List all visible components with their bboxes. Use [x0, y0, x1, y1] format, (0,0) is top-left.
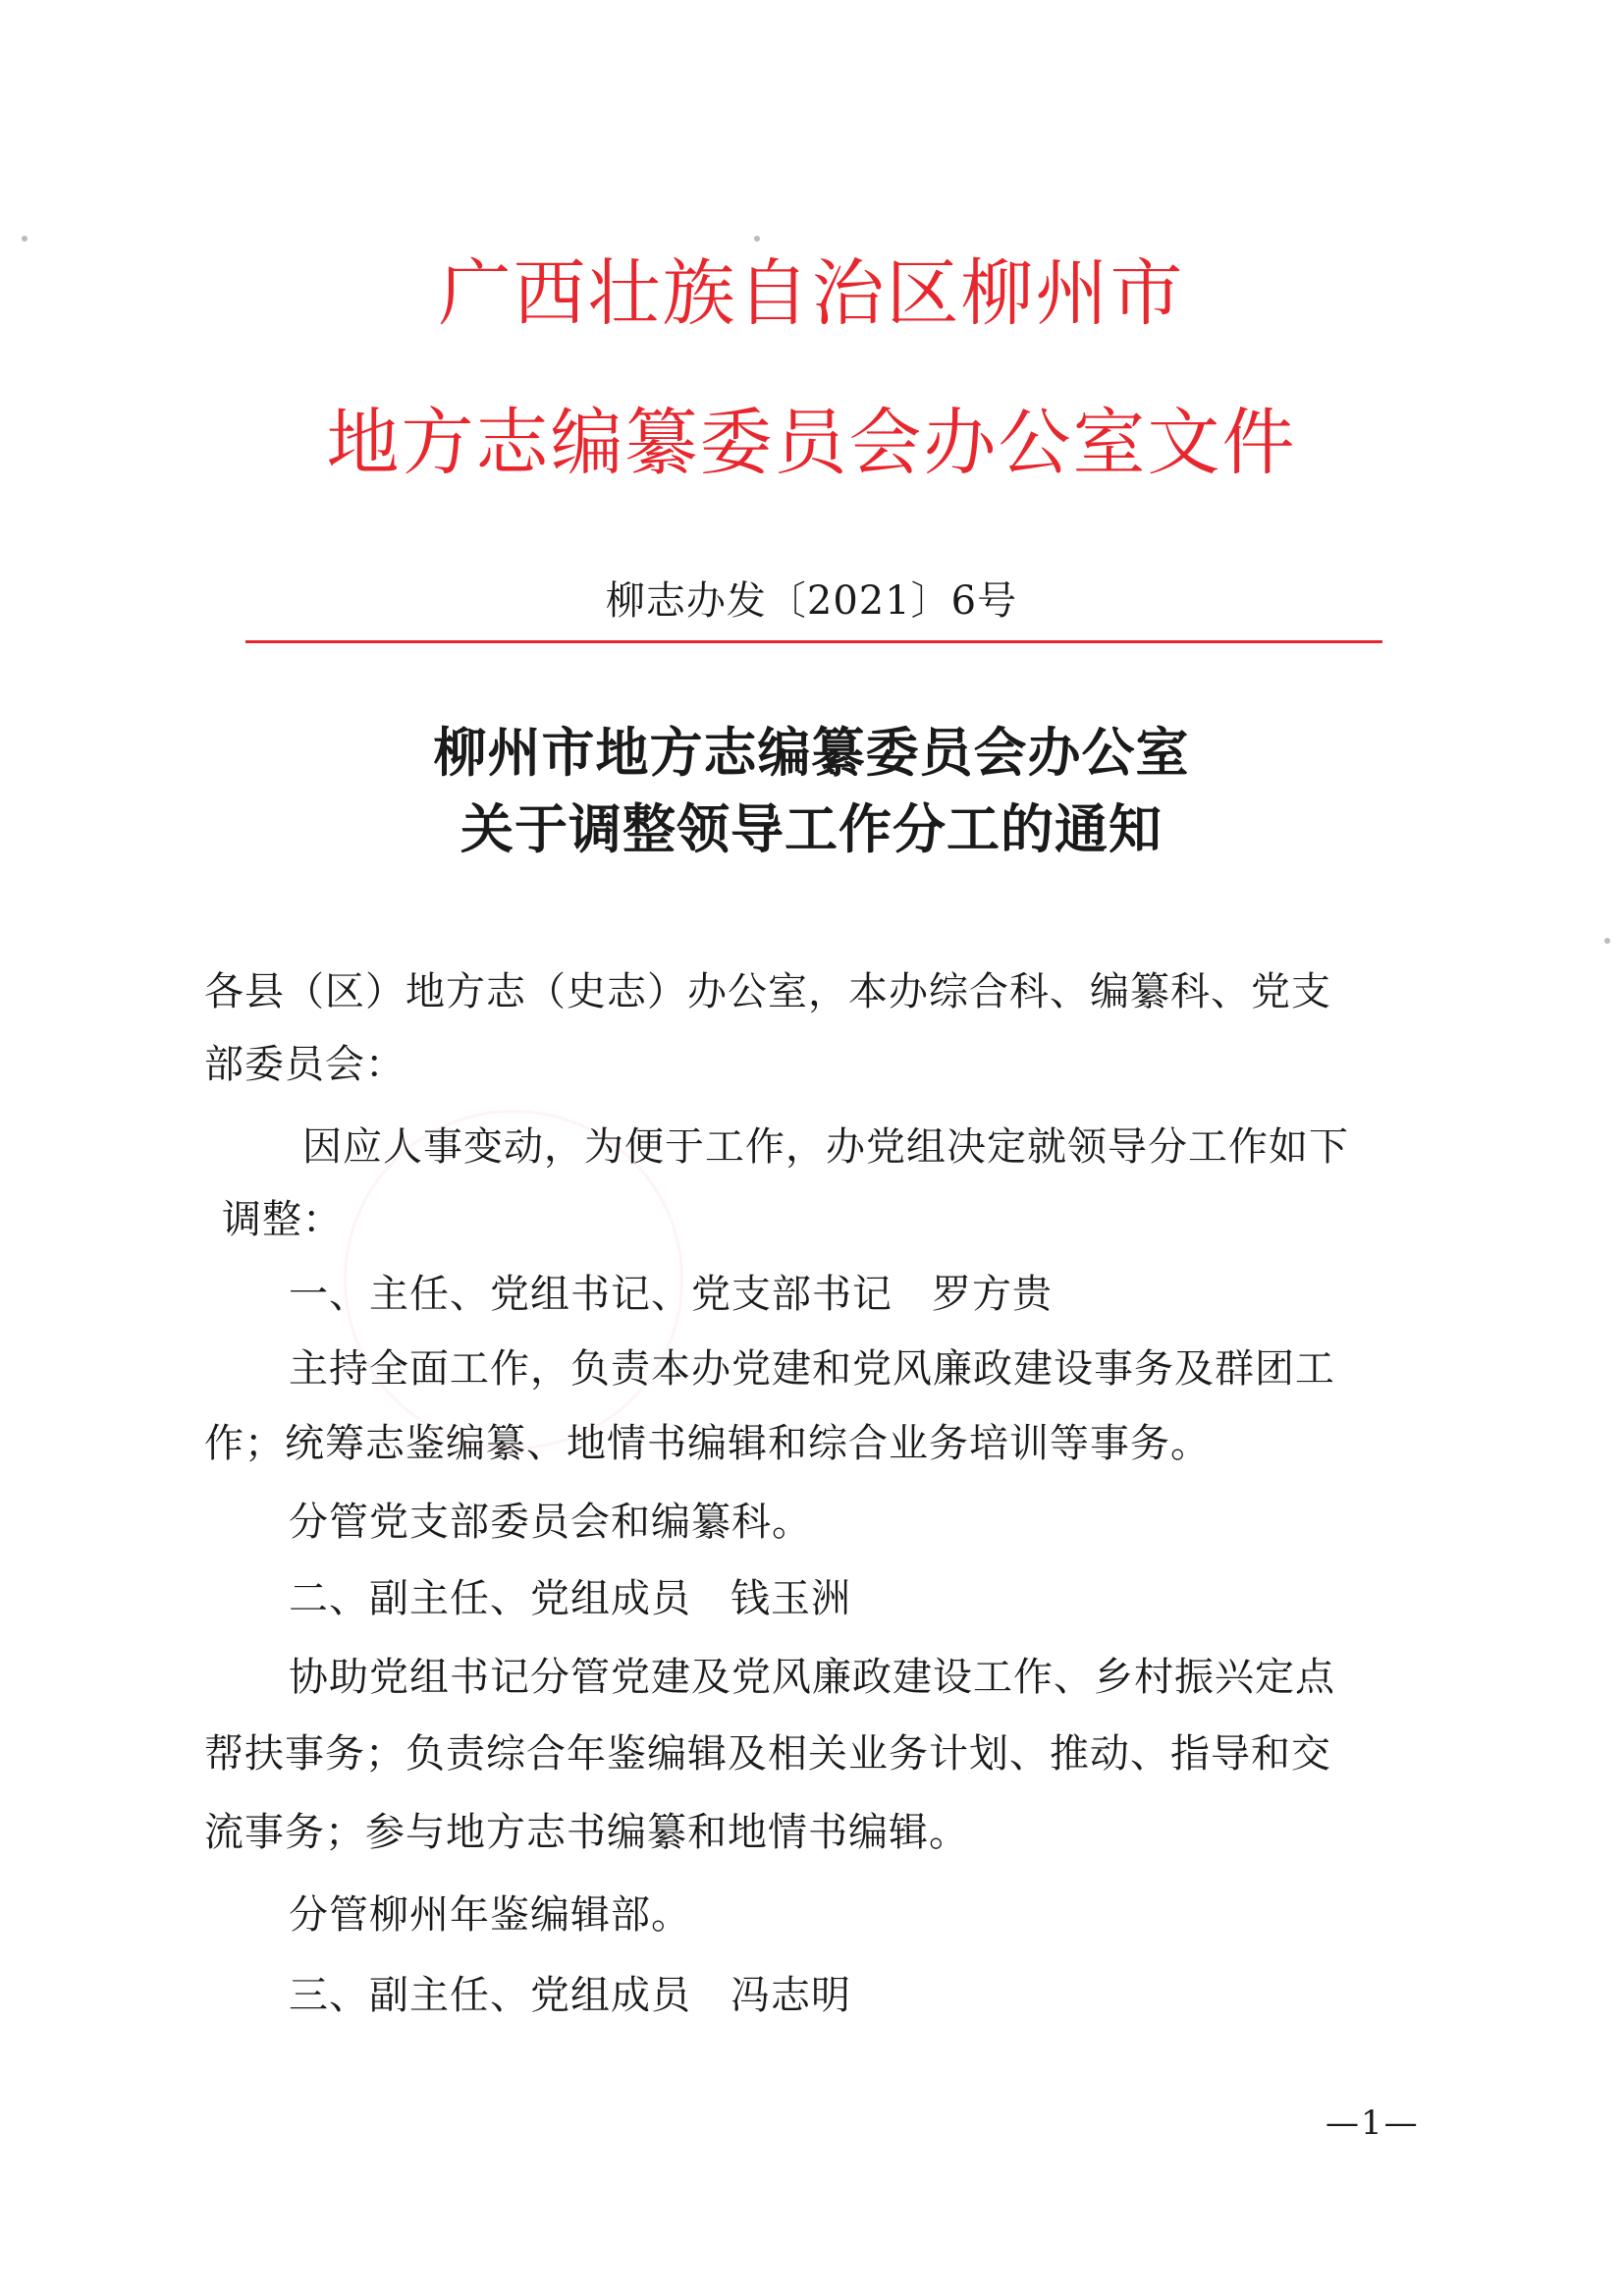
document-title-line-2: 关于调整领导工作分工的通知 [460, 798, 1163, 860]
section-2-oversight: 分管柳州年鉴编辑部。 [289, 1892, 691, 1938]
section-3-title: 三、副主任、党组成员 [289, 1973, 691, 2018]
scan-mark-center [754, 236, 760, 242]
faint-seal-ghost [344, 1110, 683, 1449]
section-3-person: 冯志明 [730, 1973, 851, 2018]
section-1-duty-line-1: 主持全面工作，负责本办党建和党风廉政建设事务及群团工 [289, 1346, 1335, 1392]
document-number: 柳志办发〔2021〕6号 [605, 578, 1018, 624]
red-divider-line [245, 640, 1382, 643]
addressee-line-1: 各县（区）地方志（史志）办公室，本办综合科、编纂科、党支 [204, 969, 1331, 1014]
addressee-line-2: 部委员会： [204, 1042, 406, 1087]
section-3-heading [289, 1973, 851, 2018]
section-2-person: 钱玉洲 [730, 1576, 851, 1621]
document-title-line-1: 柳州市地方志编纂委员会办公室 [433, 722, 1190, 784]
section-1-duty-line-2: 作；统筹志鉴编纂、地情书编辑和综合业务培训等事务。 [204, 1421, 1211, 1466]
section-2-duty-line-3: 流事务；参与地方志书编纂和地情书编辑。 [204, 1810, 969, 1855]
section-2-heading [289, 1576, 851, 1621]
scan-mark-left [22, 236, 27, 242]
section-2-duty-line-1: 协助党组书记分管党建及党风廉政建设工作、乡村振兴定点 [289, 1655, 1335, 1700]
masthead-line-2: 地方志编纂委员会办公室文件 [326, 401, 1297, 485]
section-2-title: 二、副主任、党组成员 [289, 1576, 691, 1621]
masthead-line-1: 广西壮族自治区柳州市 [438, 251, 1185, 336]
section-2-duty-line-2: 帮扶事务；负责综合年鉴编辑及相关业务计划、推动、指导和交 [204, 1731, 1331, 1777]
intro-line-1: 因应人事变动，为便于工作，办党组决定就领导分工作如下 [302, 1124, 1349, 1170]
section-1-person: 罗方贵 [932, 1272, 1053, 1317]
section-1-oversight: 分管党支部委员会和编纂科。 [289, 1500, 812, 1545]
intro-line-2: 调整： [222, 1197, 343, 1242]
scan-mark-right [1604, 938, 1610, 944]
section-1-title: 一、主任、党组书记、党支部书记 [289, 1272, 893, 1317]
page-number: —1— [1325, 2104, 1420, 2143]
